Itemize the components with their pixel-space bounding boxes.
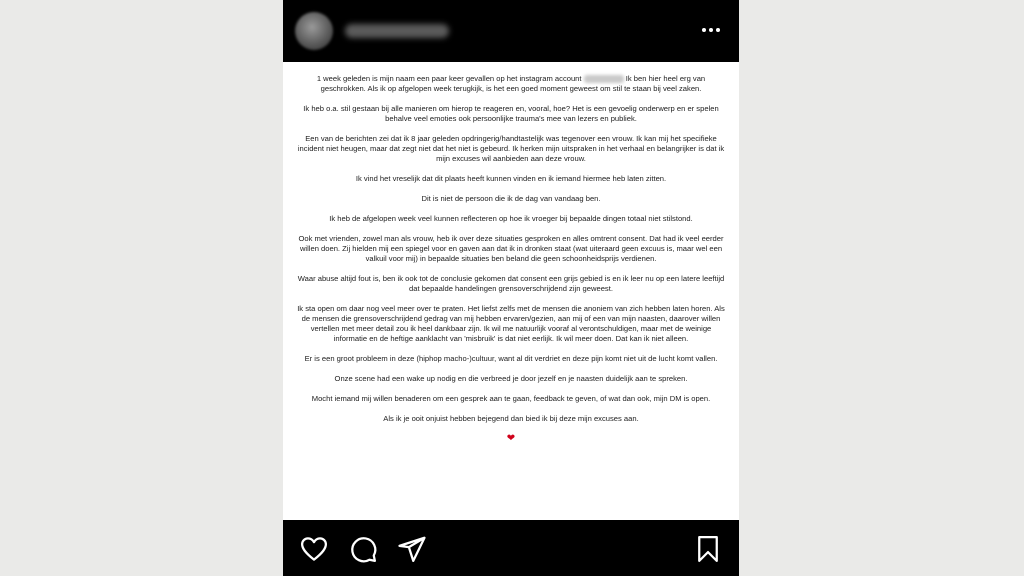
- dot: [709, 28, 713, 32]
- caption-text: 1 week geleden is mijn naam een paar keer gevallen op het instagram account: [316, 74, 582, 83]
- username[interactable]: [345, 24, 449, 38]
- heart-emoji: ❤: [506, 433, 516, 444]
- dot: [702, 28, 706, 32]
- post-caption: [295, 74, 727, 454]
- avatar[interactable]: [295, 12, 333, 50]
- instagram-post: [283, 0, 739, 576]
- caption-paragraph: Als ik je ooit onjuist hebben bejegend dan bied ik bij deze mijn excuses aan.: [383, 414, 639, 423]
- post-actions-bar: [283, 520, 739, 576]
- caption-paragraph: Ook met vrienden, zowel man als vrouw, heb ik over deze situaties gesproken en alles omtrent consent. Dat had ik veel eerder willen doen. Zij hielden mij een spiegel voor en gaven aan dat ik in dronken staat (wat uiteraard geen excuus is, maar wel een valkuil voor mij) in bepaalde situaties ben beland die geen schoonheidsprijs verdienen.: [298, 234, 724, 263]
- caption-paragraph: Ik vind het vreselijk dat dit plaats heeft kunnen vinden en ik iemand hiermee heb laten zitten.: [355, 174, 667, 183]
- caption-paragraph: [295, 74, 727, 94]
- heart-icon[interactable]: [299, 534, 329, 564]
- post-header: [283, 0, 739, 62]
- caption-paragraph: Onze scene had een wake up nodig en die verbreed je door jezelf en je naasten duidelijk aan te spreken.: [334, 374, 688, 383]
- send-icon[interactable]: [397, 534, 427, 564]
- caption-paragraph: Ik heb de afgelopen week veel kunnen reflecteren op hoe ik vroeger bij bepaalde dingen totaal niet stilstond.: [329, 214, 693, 223]
- caption-paragraph: Ik heb o.a. stil gestaan bij alle manieren om hierop te reageren en, vooral, hoe? Het is een gevoelig onderwerp en er spelen behalve veel emoties ook persoonlijke trauma's mee van lezers en publiek.: [303, 104, 719, 123]
- caption-paragraph: Dit is niet de persoon die ik de dag van vandaag ben.: [421, 194, 601, 203]
- caption-paragraph: Een van de berichten zei dat ik 8 jaar geleden opdringerig/handtastelijk was tegenover een vrouw. Ik kan mij het specifieke incident niet heugen, maar dat zegt niet dat het niet is gebeurd. Ik herken mijn uitspraken in het verhaal en belangrijker is dat ik mijn excuses wil aanbieden aan deze vrouw.: [297, 134, 725, 163]
- caption-paragraph: Mocht iemand mij willen benaderen om een gesprek aan te gaan, feedback te geven, of wat dan ook, mijn DM is open.: [311, 394, 711, 403]
- caption-paragraph: Waar abuse altijd fout is, ben ik ook tot de conclusie gekomen dat consent een grijs gebied is en ik leer nu op een latere leeftijd dat bepaalde handelingen grensoverschrijdend zijn geweest.: [297, 274, 725, 293]
- bookmark-icon[interactable]: [693, 534, 723, 564]
- blurred-account-name: [584, 75, 624, 83]
- caption-paragraph: Ik sta open om daar nog veel meer over te praten. Het liefst zelfs met de mensen die anoniem van zich hebben laten horen. Als de mensen die grensoverschrijdend gedrag van mij hebben ervaren/gezien, aan mij of een van mijn naasten, daarover willen vertellen met meer detail zou ik heel dankbaar zijn. Ik wil me natuurlijk vooraf al verontschuldigen, maar met de weinige informatie en de heftige aanklacht van 'misbruik' is dat niet eerlijk. Ik wil meer doen. Dat kan ik niet alleen.: [297, 304, 725, 343]
- caption-text: Ik ben hier heel erg van geschrokken. Als ik op afgelopen week terugkijk, is het een goed moment geweest om stil te staan bij veel zaken.: [320, 74, 706, 93]
- comment-icon[interactable]: [348, 534, 378, 564]
- caption-paragraph: [295, 434, 727, 444]
- more-options-icon[interactable]: [697, 20, 725, 40]
- caption-paragraph: Er is een groot probleem in deze (hiphop macho-)cultuur, want al dit verdriet en deze pijn komt niet uit de lucht komt vallen.: [304, 354, 718, 363]
- dot: [716, 28, 720, 32]
